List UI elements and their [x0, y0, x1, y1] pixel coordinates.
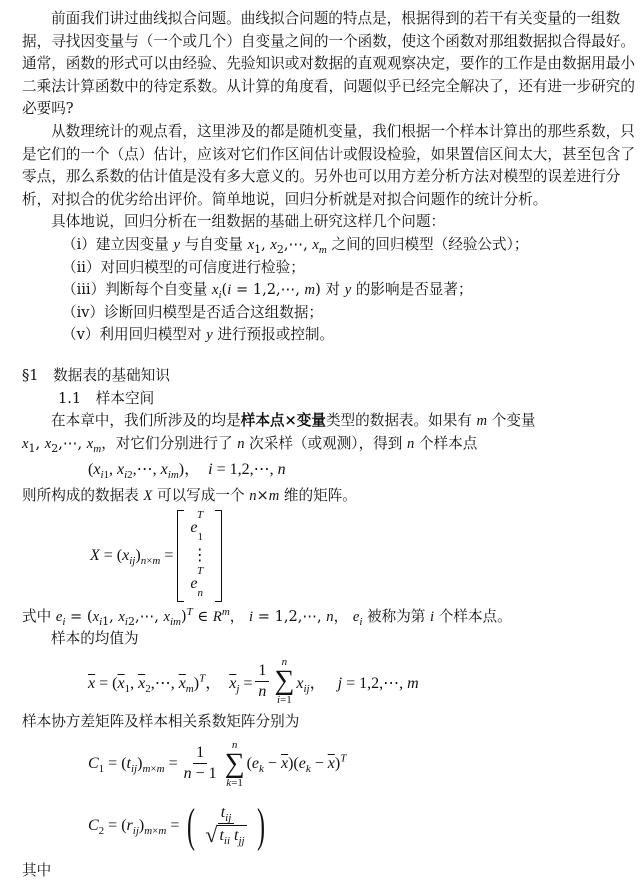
- subsection-heading: 1.1 样本空间: [58, 389, 155, 407]
- section-text-4: 式中 $e_i = (x_{i1}$, $x_{i2},\cdots$, $x_{im})^T$ ∈ $R^m$， i = 1,2,⋯, n， $e_i$ 被称为第 i 个样本点。: [22, 606, 512, 628]
- list-item-2: （ii）对回归模型的可信度进行检验；: [62, 258, 305, 276]
- cov-label: 样本协方差矩阵及样本相关系数矩阵分别为: [22, 713, 300, 731]
- section-heading: §1 数据表的基础知识: [22, 366, 170, 384]
- intro-paragraph-3: 具体地说，回归分析在一组数据的基础上研究这样几个问题：: [51, 213, 446, 231]
- mean-label: 样本的均值为: [51, 630, 139, 648]
- sample-point-equation: ($x_{i1}$, $x_{i2},\cdots$, $x_{im}$)， i = 1,2,⋯, n: [88, 461, 286, 482]
- mean-equation: $\overline{x} = (\overline{x}_1$, $\overline{x}_2,\cdots$, $\overline{x}_m)^T$， $\overline{x}_j$ = $\frac{1}{n}$ n ∑ i=1 $x_{ij}$， j = 1,2,⋯, m: [88, 656, 419, 707]
- intro-paragraph-1: 前面我们讲过曲线拟合问题。曲线拟合问题的特点是，根据得到的若干有关变量的一组数据，寻找因变量与（一个或几个）自变量之间的一个函数，使这个函数对那组数据拟合得最好。通常，函数的形式可以由经验、先验知识或对数据的直观观察决定，要作的工作是由数据用最小二乘法计算函数中的待定系数。从计算的角度看，问题似乎已经完全解决了，还有进一步研究的必要吗?: [22, 10, 635, 118]
- tail-text: 其中: [22, 861, 52, 879]
- covariance-equation: $C_1 = (t_{ij})_{m\times m}$ = $\frac{1}{n - 1}$ n ∑ k=1 $(e_k - \overline{x})(e_k - \overline{x})^T$: [88, 738, 347, 789]
- list-item-3: （iii）判断每个自变量 $x_i(i$ = 1,2,⋯, m) 对 y 的影响是否显著；: [62, 281, 473, 302]
- section-text-1: 在本章中，我们所涉及的均是样本点×变量类型的数据表。如果有 m 个变量: [51, 412, 536, 430]
- intro-paragraph-2: 从数理统计的观点看，这里涉及的都是随机变量，我们根据一个样本计算出的那些系数，只是它们的一个（点）估计，应该对它们作区间估计或假设检验，如果置信区间太大，甚至包含了零点，那么系数的估计值是没有多大意义的。另外也可以用方差分析方法对模型的误差进行分析，对拟合的优劣给出评价。简单地说，回归分析就是对拟合问题作的统计分析。: [22, 122, 635, 208]
- matrix-equation: $X = (x_{ij})_{n\times m}$ = $e_1^T$ ⋮ $e_n^T$: [22, 508, 636, 604]
- section-text-3: 则所构成的数据表 X 可以写成一个 n×m 维的矩阵。: [22, 487, 357, 505]
- list-item-5: （v）利用回归模型对 y 进行预报或控制。: [62, 326, 335, 344]
- list-item-1: （i）建立因变量 y 与自变量 $x_1$, $x_2,\cdots$, $x_m$ 之间的回归模型（经验公式）；: [62, 235, 529, 256]
- matrix-bracket: $e_1^T$ ⋮ $e_n^T$: [177, 510, 222, 602]
- correlation-equation: $C_2 = (r_{ij})_{m\times m}$ = ( $t_{ij}$ √ $t_{ii}$ $t_{jj}$ ): [88, 798, 265, 852]
- list-item-4: （iv）诊断回归模型是否适合这组数据；: [62, 303, 324, 321]
- paper-page: [22, 8, 636, 882]
- section-text-2: $x_1$, $x_2,\cdots$, $x_m$，对它们分别进行了 n 次采样（或观测），得到 n 个样本点: [22, 434, 478, 455]
